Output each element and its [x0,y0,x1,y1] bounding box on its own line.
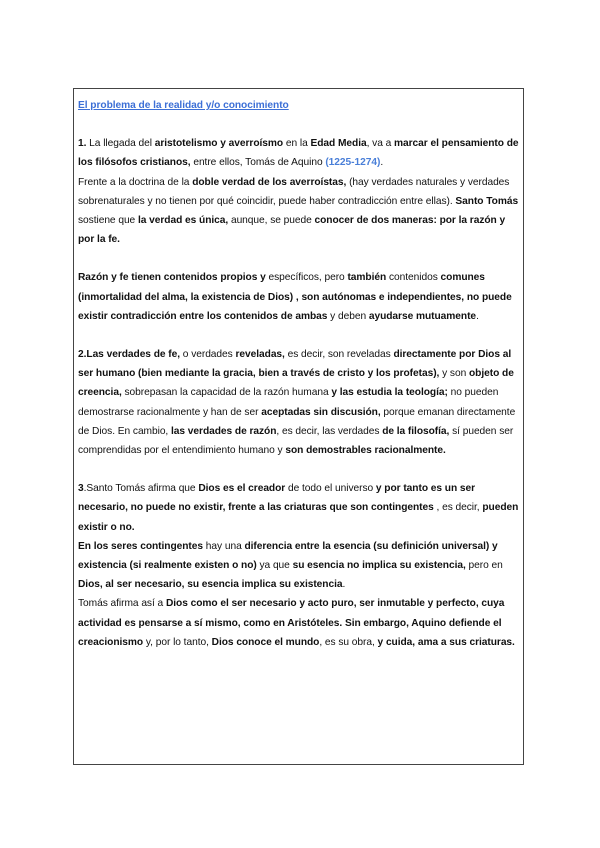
bold-text: también [347,272,387,284]
bold-text: aristotelismo y averroísmo [154,138,284,150]
text: pero en [465,560,503,572]
bold-text: comunes (inmortalidad del alma, la existencia de Dios) , son autónomas e independientes, no puede existir contradicción entre los contenidos de ambas [78,272,512,322]
spacer [78,326,520,345]
text: Tomás afirma así a [78,598,166,610]
text: . [476,310,479,322]
text: (hay verdades naturales y verdades sobrenaturales y no tienen por qué coincidir, puede haber contradicción entre ellas). [78,176,510,207]
text: , va a [366,138,395,150]
text: sostiene que [78,215,138,227]
bold-text: su esencia no implica su existencia, [292,560,466,572]
text: , es decir, las verdades [276,425,383,437]
bold-text: Dios es el creador [198,483,286,495]
text: , es decir, [433,502,483,514]
text: , es su obra, [319,636,378,648]
text: no pueden demostrarse racionalmente y han de ser [78,387,499,418]
text: es decir, son reveladas [284,349,394,361]
bold-text: directamente por Dios al ser humano (bien mediante la gracia, bien a través de cristo y los profetas), [78,349,512,380]
section-4-paragraph-1 [78,479,520,537]
section-4-paragraph-2 [78,537,520,595]
bold-text: conocer de dos maneras: por la razón y por la fe. [78,215,506,246]
bold-text: pueden existir o no. [78,502,519,533]
bold-text: 2.Las verdades de fe, [78,349,181,361]
section-3-paragraph [78,345,520,460]
text: porque emanan directamente de Dios. En cambio, [78,406,516,437]
text: entre ellos, Tomás de Aquino [190,157,326,169]
text: contenidos [386,272,441,284]
bold-text: son demostrables racionalmente. [285,445,446,457]
section-2-paragraph [78,268,520,326]
text: o verdades [180,349,236,361]
section-1-paragraph-1 [78,134,520,172]
text: y deben [327,310,369,322]
bold-text: y por tanto es un ser necesario, no puede no existir, frente a las criaturas que son contingentes [78,483,476,514]
document-body [78,96,520,652]
text: sí pueden ser comprendidas por el entendimiento humano y [78,425,514,457]
bold-text: Santo Tomás [455,195,519,207]
bold-text: doble verdad de los averroístas, [192,176,347,188]
bold-text: diferencia entre la esencia (su definición universal) y existencia (si realmente existen o no) [78,540,498,572]
bold-text: y las estudia la teología; [331,387,448,399]
text: La llegada del [86,138,155,150]
text: . [380,157,384,169]
bold-text: la verdad es única, [137,215,229,227]
section-number: 3 [78,483,84,495]
text: sobrepasan la capacidad de la razón humana [121,387,332,399]
text: y son [439,368,469,380]
section-1-paragraph-2 [78,173,520,250]
bold-text: marcar el pensamiento de los filósofos cristianos, [78,138,519,169]
bold-text: aceptadas sin discusión, [261,406,381,418]
text: de todo el universo [285,483,376,495]
section-number: 1. [78,138,87,150]
bold-text: de la filosofía, [382,425,450,437]
text: .Santo Tomás afirma que [83,483,199,495]
bold-text: Dios como el ser necesario y acto puro, ser inmutable y perfecto, cuya actividad es pensarse a sí mismo, como en Aristóteles. Sin embargo, Aquino defiende el creacionismo [78,598,505,648]
text: en la [283,138,311,150]
bold-text: ayudarse mutuamente [368,310,477,322]
bold-text: Razón y fe tienen contenidos propios y [78,272,266,284]
text: específicos, pero [265,272,348,284]
text: ya que [256,560,293,572]
bold-text: Dios conoce el mundo [211,636,320,648]
text: . [342,579,346,591]
spacer [78,249,520,268]
section-4-paragraph-3 [78,594,520,652]
bold-text: En los seres contingentes [78,540,203,552]
text: Frente a la doctrina de la [78,176,193,188]
text: hay una [203,540,245,552]
text: y, por lo tanto, [143,636,212,648]
bold-text: y cuida, ama a sus criaturas. [377,636,515,648]
text: aunque, se puede [228,215,315,227]
bold-text: las verdades de razón [171,425,277,437]
bold-text: Edad Media [310,138,367,150]
bold-text: Dios, al ser necesario, su esencia implica su existencia [78,579,343,591]
spacer [78,115,520,134]
document-title: El problema de la realidad y/o conocimiento [78,100,289,111]
aquino-dates: (1225-1274) [325,157,381,169]
spacer [78,460,520,479]
bold-text: objeto de creencia, [78,368,514,399]
bold-text: reveladas, [235,349,285,361]
